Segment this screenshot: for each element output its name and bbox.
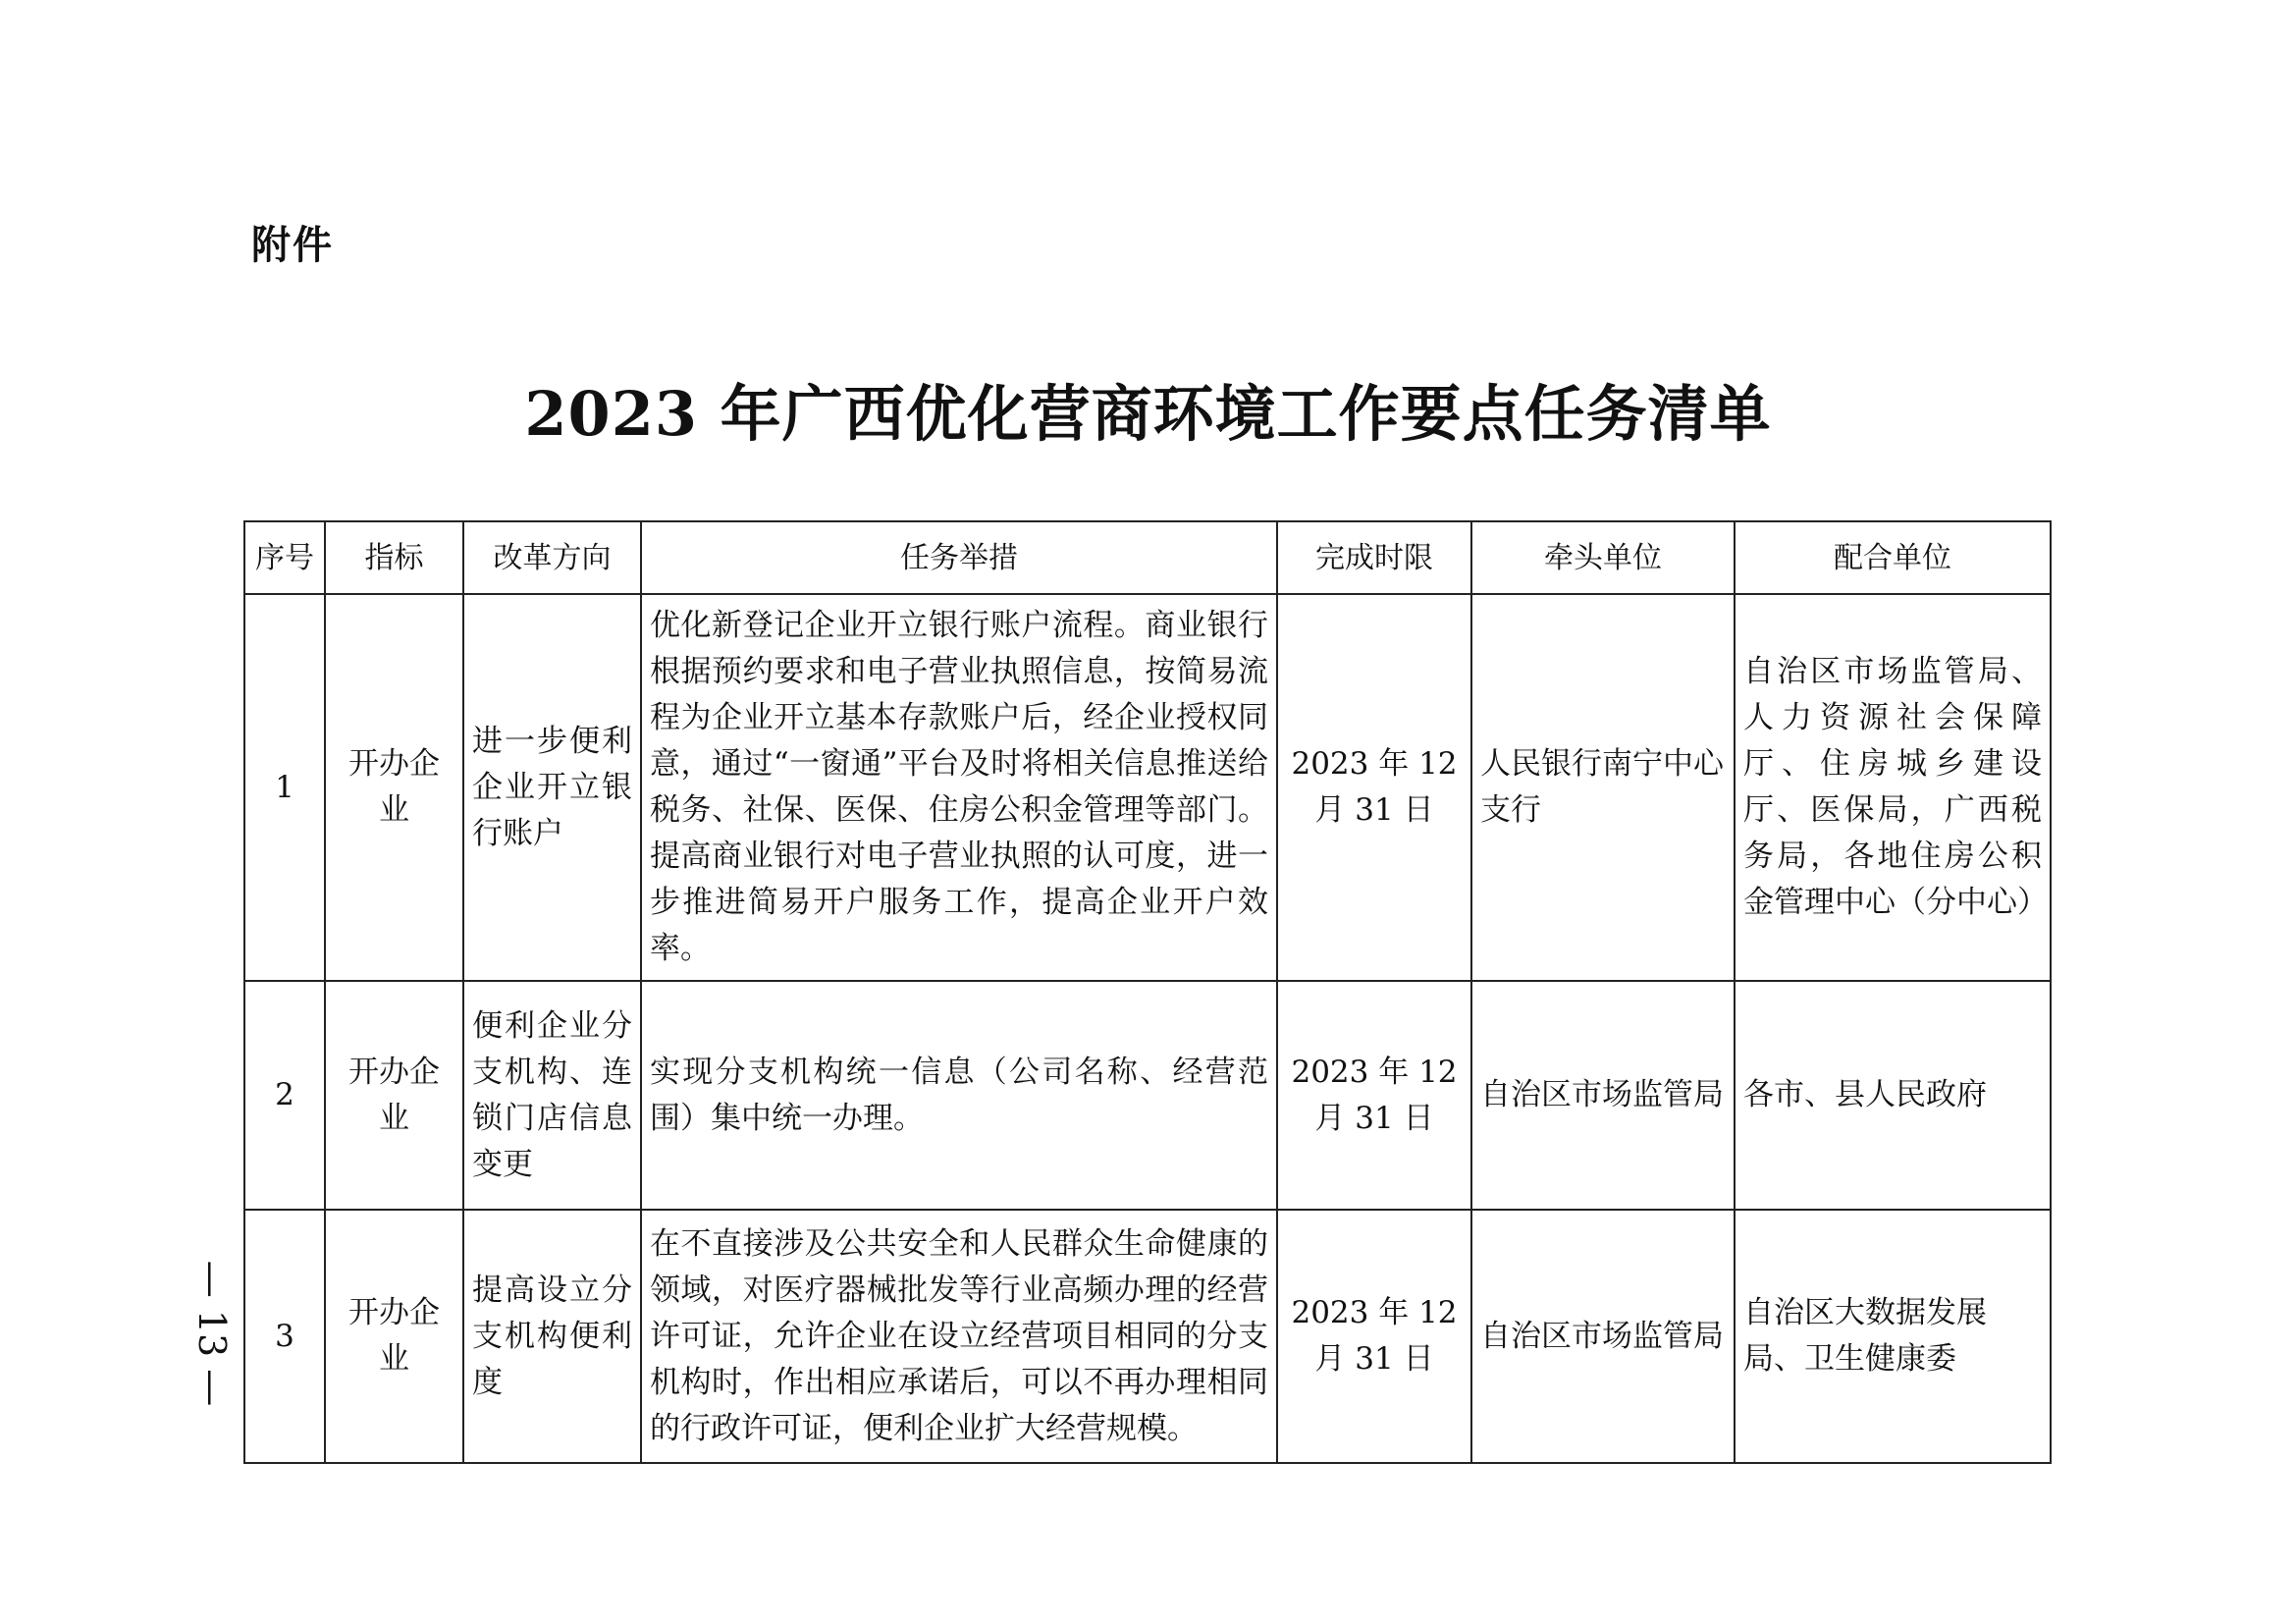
- cell-lead-unit: 自治区市场监管局: [1471, 981, 1735, 1210]
- document-title: 2023 年广西优化营商环境工作要点任务清单: [524, 378, 1772, 450]
- cell-lead-unit: 人民银行南宁中心支行: [1471, 594, 1735, 981]
- cell-no: 1: [244, 594, 325, 981]
- cell-support-unit: 各市、县人民政府: [1735, 981, 2051, 1210]
- header-measure: 任务举措: [641, 521, 1277, 594]
- cell-lead-unit: 自治区市场监管局: [1471, 1210, 1735, 1463]
- cell-deadline: 2023 年 12 月 31 日: [1277, 594, 1471, 981]
- cell-no: 3: [244, 1210, 325, 1463]
- header-deadline: 完成时限: [1277, 521, 1471, 594]
- table-header-row: [244, 521, 2051, 594]
- cell-no: 2: [244, 981, 325, 1210]
- cell-direction: 便利企业分支机构、连锁门店信息变更: [463, 981, 641, 1210]
- header-support-unit: 配合单位: [1735, 521, 2051, 594]
- annex-label: 附件: [251, 223, 334, 268]
- cell-measure: 在不直接涉及公共安全和人民群众生命健康的领域，对医疗器械批发等行业高频办理的经营许可证，允许企业在设立经营项目相同的分支机构时，作出相应承诺后，可以不再办理相同的行政许可证，便利企业扩大经营规模。: [641, 1210, 1277, 1463]
- cell-direction: 提高设立分支机构便利度: [463, 1210, 641, 1463]
- cell-deadline: 2023 年 12 月 31 日: [1277, 1210, 1471, 1463]
- task-list-table: [243, 520, 2052, 1464]
- table-row: [244, 594, 2051, 981]
- cell-indicator: 开办企业: [325, 1210, 463, 1463]
- cell-deadline: 2023 年 12 月 31 日: [1277, 981, 1471, 1210]
- cell-measure: 优化新登记企业开立银行账户流程。商业银行根据预约要求和电子营业执照信息，按简易流程为企业开立基本存款账户后，经企业授权同意，通过“一窗通”平台及时将相关信息推送给税务、社保、医保、住房公积金管理等部门。提高商业银行对电子营业执照的认可度，进一步推进简易开户服务工作，提高企业开户效率。: [641, 594, 1277, 981]
- table-row: [244, 1210, 2051, 1463]
- cell-measure: 实现分支机构统一信息（公司名称、经营范围）集中统一办理。: [641, 981, 1277, 1210]
- cell-support-unit: 自治区市场监管局、人力资源社会保障厅、住房城乡建设厅、医保局，广西税务局，各地住房公积金管理中心（分中心）: [1735, 594, 2051, 981]
- page-number: — 13 —: [190, 1260, 234, 1407]
- header-no: 序号: [244, 521, 325, 594]
- header-lead-unit: 牵头单位: [1471, 521, 1735, 594]
- cell-indicator: 开办企业: [325, 594, 463, 981]
- table-row: [244, 981, 2051, 1210]
- header-indicator: 指标: [325, 521, 463, 594]
- cell-direction: 进一步便利企业开立银行账户: [463, 594, 641, 981]
- cell-indicator: 开办企业: [325, 981, 463, 1210]
- cell-support-unit: 自治区大数据发展局、卫生健康委: [1735, 1210, 2051, 1463]
- header-direction: 改革方向: [463, 521, 641, 594]
